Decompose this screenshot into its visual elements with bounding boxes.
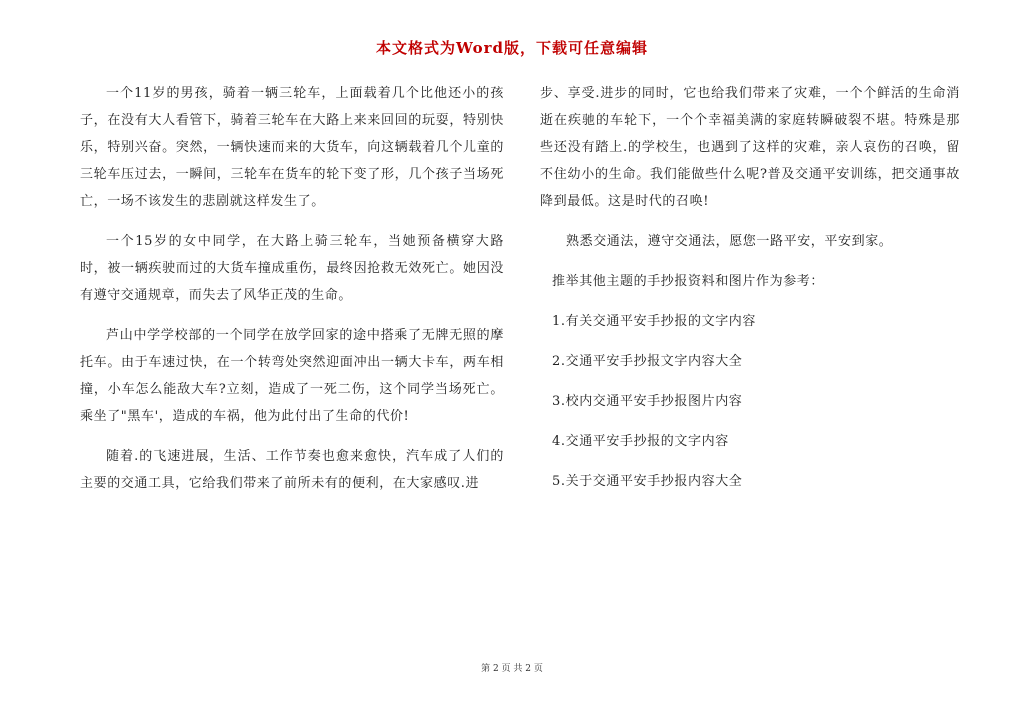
format-notice-banner: 本文格式为Word版，下载可任意编辑 [375, 39, 649, 57]
recommend-item-4[interactable]: 4.交通平安手抄报的文字内容 [552, 434, 729, 449]
recommend-item-5[interactable]: 5.关于交通平安手抄报内容大全 [552, 474, 743, 489]
recommend-item-1[interactable]: 1.有关交通平安手抄报的文字内容 [552, 314, 757, 329]
story-paragraph-1: 一个11岁的男孩，骑着一辆三轮车，上面载着几个比他还小的孩子，在没有大人看管下，骑着三轮车在大路上来来回回的玩耍，特别快乐，特别兴奋。突然，一辆快速而来的大货车，向这辆载着几个儿童的三轮车压过去，一瞬间，三轮车在货车的轮下变了形，几个孩子当场死亡，一场不该发生的悲剧就这样发生了。 [80, 86, 504, 209]
page-number-footer: 第 2 页 共 2 页 [481, 664, 543, 674]
story-paragraph-4: 随着.的飞速进展，生活、工作节奏也愈来愈快，汽车成了人们的主要的交通工具，它给我们带来了前所未有的便利，在大家感叹.进 [80, 449, 504, 491]
story-paragraph-2: 一个15岁的女中同学，在大路上骑三轮车，当她预备横穿大路时，被一辆疾驶而过的大货车撞成重伤，最终因抢救无效死亡。她因没有遵守交通规章，而失去了风华正茂的生命。 [80, 234, 504, 303]
left-column [80, 80, 504, 497]
recommend-item-2[interactable]: 2.交通平安手抄报文字内容大全 [552, 354, 743, 369]
recommend-item-3[interactable]: 3.校内交通平安手抄报图片内容 [552, 394, 743, 409]
closing-slogan: 熟悉交通法，遵守交通法，愿您一路平安，平安到家。 [566, 234, 893, 249]
recommend-list [540, 308, 960, 495]
recommend-intro: 推举其他主题的手抄报资料和图片作为参考： [552, 274, 825, 289]
continuation-paragraph: 步、享受.进步的同时，它也给我们带来了灾难，一个个鲜活的生命消逝在疾驰的车轮下，一个个幸福美满的家庭转瞬破裂不堪。特殊是那些还没有踏上.的学校生，也遇到了这样的灾难，亲人哀伤的召唤，留不住幼小的生命。我们能做些什么呢?普及交通平安训练，把交通事故降到最低。这是时代的召唤! [540, 86, 960, 209]
right-column [540, 80, 960, 495]
story-paragraph-3: 芦山中学学校部的一个同学在放学回家的途中搭乘了无牌无照的摩托车。由于车速过快，在一个转弯处突然迎面冲出一辆大卡车，两车相撞，小车怎么能敌大车?立刻，造成了一死二伤，这个同学当场死亡。乘坐了"黑车'，造成的车祸，他为此付出了生命的代价! [80, 328, 504, 424]
